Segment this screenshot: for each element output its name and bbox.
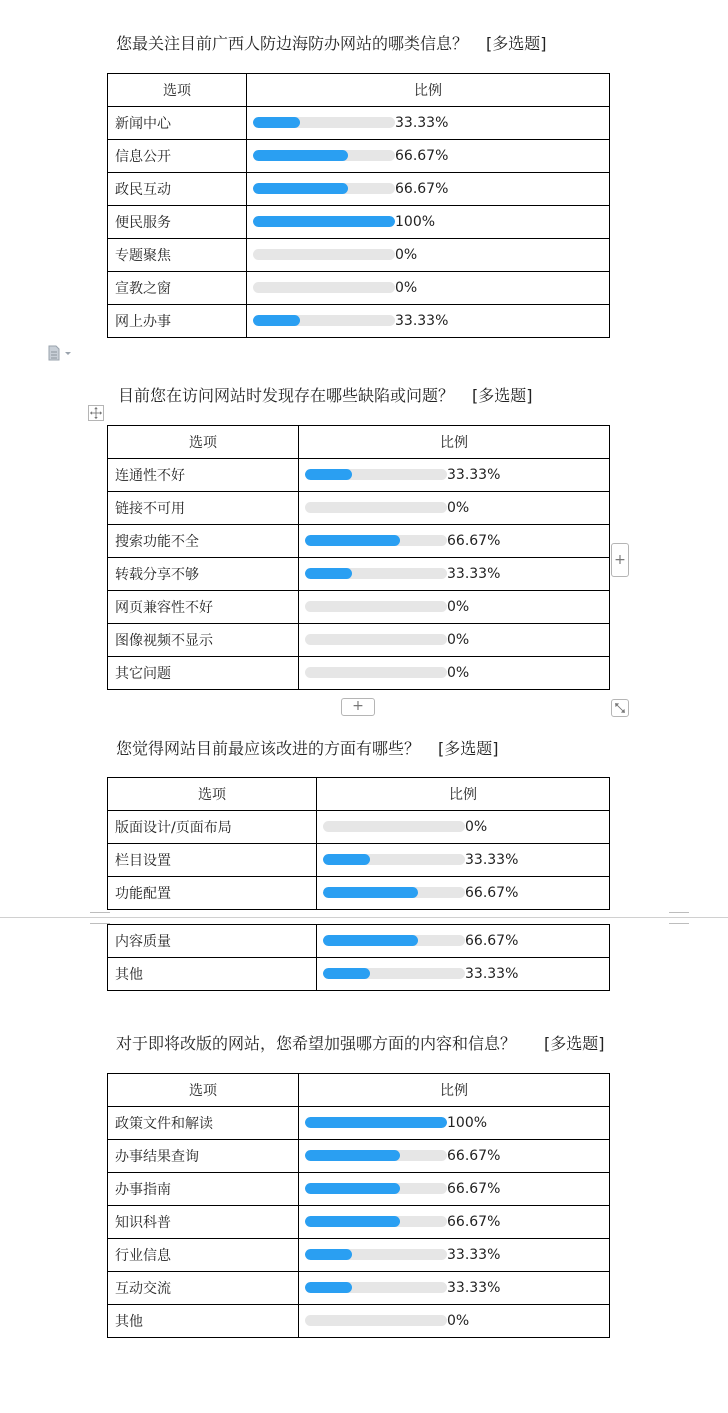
- column-header-ratio: 比例: [317, 778, 610, 811]
- percentage-label: 33.33%: [395, 313, 449, 329]
- percentage-label: 33.33%: [395, 115, 449, 131]
- progress-bar-track: [253, 150, 395, 161]
- percentage-label: 0%: [447, 665, 470, 681]
- table-row: [108, 140, 610, 173]
- progress-bar-track: [253, 183, 395, 194]
- question-title: [116, 31, 547, 54]
- table-row: [108, 206, 610, 239]
- ratio-cell: [299, 1107, 610, 1140]
- question-title: [116, 736, 499, 759]
- table-row: [108, 525, 610, 558]
- multi-choice-tag: [多选题]: [544, 1034, 605, 1053]
- progress-bar-track: [305, 1150, 447, 1161]
- ratio-cell: [299, 459, 610, 492]
- progress-bar-track: [305, 1315, 447, 1326]
- ratio-cell: [299, 558, 610, 591]
- option-label: 功能配置: [108, 877, 317, 910]
- option-label: 其他: [108, 1305, 299, 1338]
- results-table: [107, 1073, 610, 1338]
- percentage-label: 0%: [395, 247, 418, 263]
- option-label: 便民服务: [108, 206, 247, 239]
- ratio-cell: [317, 925, 610, 958]
- option-label: 图像视频不显示: [108, 624, 299, 657]
- ratio-cell: [299, 492, 610, 525]
- option-label: 政策文件和解读: [108, 1107, 299, 1140]
- percentage-label: 100%: [447, 1115, 488, 1131]
- percentage-label: 33.33%: [447, 1247, 501, 1263]
- table-row: [108, 558, 610, 591]
- multi-choice-tag: [多选题]: [438, 739, 499, 758]
- ratio-cell: [299, 525, 610, 558]
- multi-choice-tag: [多选题]: [472, 386, 533, 405]
- progress-bar-fill: [305, 1117, 447, 1128]
- percentage-label: 0%: [447, 599, 470, 615]
- progress-bar-fill: [253, 117, 300, 128]
- ratio-cell: [247, 140, 610, 173]
- ratio-cell: [247, 239, 610, 272]
- progress-bar-fill: [305, 568, 352, 579]
- table-resize-icon[interactable]: [611, 699, 629, 717]
- option-label: 内容质量: [108, 925, 317, 958]
- percentage-label: 33.33%: [465, 852, 519, 868]
- ratio-cell: [247, 173, 610, 206]
- progress-bar-fill: [323, 854, 370, 865]
- option-label: 搜索功能不全: [108, 525, 299, 558]
- percentage-label: 0%: [465, 819, 488, 835]
- ratio-cell: [247, 206, 610, 239]
- progress-bar-track: [253, 282, 395, 293]
- percentage-label: 0%: [447, 500, 470, 516]
- progress-bar-track: [253, 216, 395, 227]
- progress-bar-track: [305, 502, 447, 513]
- question-text: 您觉得网站目前最应该改进的方面有哪些？: [116, 739, 421, 758]
- table-move-icon[interactable]: [88, 405, 104, 421]
- table-row: [108, 1140, 610, 1173]
- table-row: [108, 1173, 610, 1206]
- progress-bar-track: [305, 1117, 447, 1128]
- progress-bar-fill: [253, 183, 348, 194]
- table-row: [108, 844, 610, 877]
- progress-bar-track: [305, 568, 447, 579]
- percentage-label: 33.33%: [447, 467, 501, 483]
- percentage-label: 66.67%: [465, 933, 519, 949]
- progress-bar-track: [305, 634, 447, 645]
- question-text: 目前您在访问网站时发现存在哪些缺陷或问题？: [118, 386, 455, 405]
- table-row: [108, 272, 610, 305]
- document-icon[interactable]: [48, 345, 74, 361]
- ratio-cell: [317, 958, 610, 991]
- option-label: 其他: [108, 958, 317, 991]
- progress-bar-track: [323, 854, 465, 865]
- column-header-ratio: 比例: [247, 74, 610, 107]
- column-header-option: 选项: [108, 74, 247, 107]
- percentage-label: 33.33%: [447, 566, 501, 582]
- progress-bar-fill: [305, 1282, 352, 1293]
- page-break-marker-right: [669, 912, 689, 924]
- percentage-label: 100%: [395, 214, 436, 230]
- table-row: [108, 591, 610, 624]
- progress-bar-track: [305, 1183, 447, 1194]
- progress-bar-track: [323, 968, 465, 979]
- progress-bar-track: [323, 821, 465, 832]
- multi-choice-tag: [多选题]: [486, 34, 547, 53]
- option-label: 信息公开: [108, 140, 247, 173]
- option-label: 互动交流: [108, 1272, 299, 1305]
- percentage-label: 66.67%: [447, 1214, 501, 1230]
- table-row: [108, 1305, 610, 1338]
- ratio-cell: [299, 1173, 610, 1206]
- percentage-label: 0%: [395, 280, 418, 296]
- progress-bar-track: [305, 1249, 447, 1260]
- option-label: 连通性不好: [108, 459, 299, 492]
- progress-bar-fill: [323, 887, 418, 898]
- question-text: 您最关注目前广西人防边海防办网站的哪类信息？: [116, 34, 469, 53]
- add-row-button[interactable]: +: [341, 698, 375, 716]
- question-title: [118, 383, 533, 406]
- progress-bar-track: [253, 117, 395, 128]
- ratio-cell: [299, 1140, 610, 1173]
- progress-bar-track: [305, 601, 447, 612]
- results-table: [107, 777, 610, 910]
- percentage-label: 66.67%: [395, 181, 449, 197]
- percentage-label: 66.67%: [465, 885, 519, 901]
- progress-bar-fill: [323, 968, 370, 979]
- option-label: 转载分享不够: [108, 558, 299, 591]
- progress-bar-fill: [305, 1216, 400, 1227]
- table-row: [108, 958, 610, 991]
- table-row: [108, 624, 610, 657]
- percentage-label: 66.67%: [447, 1148, 501, 1164]
- ratio-cell: [299, 657, 610, 690]
- percentage-label: 33.33%: [465, 966, 519, 982]
- table-row: [108, 459, 610, 492]
- table-row: [108, 925, 610, 958]
- progress-bar-track: [305, 535, 447, 546]
- option-label: 网页兼容性不好: [108, 591, 299, 624]
- column-header-option: 选项: [108, 426, 299, 459]
- percentage-label: 66.67%: [447, 1181, 501, 1197]
- table-row: [108, 305, 610, 338]
- table-row: [108, 107, 610, 140]
- progress-bar-track: [323, 887, 465, 898]
- table-row: [108, 877, 610, 910]
- option-label: 办事结果查询: [108, 1140, 299, 1173]
- progress-bar-fill: [253, 150, 348, 161]
- ratio-cell: [317, 811, 610, 844]
- option-label: 政民互动: [108, 173, 247, 206]
- ratio-cell: [317, 877, 610, 910]
- table-row: [108, 1206, 610, 1239]
- option-label: 新闻中心: [108, 107, 247, 140]
- results-table: [107, 73, 610, 338]
- progress-bar-track: [305, 1282, 447, 1293]
- progress-bar-track: [323, 935, 465, 946]
- column-header-option: 选项: [108, 1074, 299, 1107]
- percentage-label: 0%: [447, 1313, 470, 1329]
- option-label: 网上办事: [108, 305, 247, 338]
- option-label: 知识科普: [108, 1206, 299, 1239]
- results-table: [107, 425, 610, 690]
- column-header-option: 选项: [108, 778, 317, 811]
- question-text: 对于即将改版的网站，您希望加强哪方面的内容和信息？: [116, 1034, 517, 1053]
- progress-bar-fill: [323, 935, 418, 946]
- ratio-cell: [299, 1206, 610, 1239]
- progress-bar-fill: [305, 535, 400, 546]
- table-row: [108, 1239, 610, 1272]
- table-row: [108, 657, 610, 690]
- ratio-cell: [299, 1239, 610, 1272]
- page-break-marker-left: [90, 912, 110, 924]
- table-row: [108, 492, 610, 525]
- table-row: [108, 173, 610, 206]
- progress-bar-fill: [305, 469, 352, 480]
- column-header-ratio: 比例: [299, 426, 610, 459]
- ratio-cell: [247, 305, 610, 338]
- progress-bar-fill: [253, 216, 395, 227]
- table-row: [108, 811, 610, 844]
- progress-bar-track: [305, 667, 447, 678]
- ratio-cell: [299, 1272, 610, 1305]
- progress-bar-fill: [305, 1150, 400, 1161]
- progress-bar-fill: [305, 1183, 400, 1194]
- option-label: 其它问题: [108, 657, 299, 690]
- option-label: 栏目设置: [108, 844, 317, 877]
- percentage-label: 66.67%: [447, 533, 501, 549]
- table-row: [108, 239, 610, 272]
- ratio-cell: [299, 624, 610, 657]
- question-title: [116, 1031, 605, 1054]
- progress-bar-fill: [253, 315, 300, 326]
- option-label: 链接不可用: [108, 492, 299, 525]
- ratio-cell: [247, 272, 610, 305]
- option-label: 专题聚焦: [108, 239, 247, 272]
- add-column-button[interactable]: +: [611, 543, 629, 577]
- progress-bar-track: [305, 469, 447, 480]
- ratio-cell: [299, 591, 610, 624]
- progress-bar-track: [253, 249, 395, 260]
- ratio-cell: [299, 1305, 610, 1338]
- option-label: 行业信息: [108, 1239, 299, 1272]
- ratio-cell: [317, 844, 610, 877]
- progress-bar-track: [305, 1216, 447, 1227]
- table-row: [108, 1272, 610, 1305]
- table-row: [108, 1107, 610, 1140]
- column-header-ratio: 比例: [299, 1074, 610, 1107]
- percentage-label: 33.33%: [447, 1280, 501, 1296]
- progress-bar-fill: [305, 1249, 352, 1260]
- percentage-label: 66.67%: [395, 148, 449, 164]
- option-label: 版面设计/页面布局: [108, 811, 317, 844]
- progress-bar-track: [253, 315, 395, 326]
- results-table-continued: [107, 924, 610, 991]
- option-label: 宣教之窗: [108, 272, 247, 305]
- option-label: 办事指南: [108, 1173, 299, 1206]
- percentage-label: 0%: [447, 632, 470, 648]
- ratio-cell: [247, 107, 610, 140]
